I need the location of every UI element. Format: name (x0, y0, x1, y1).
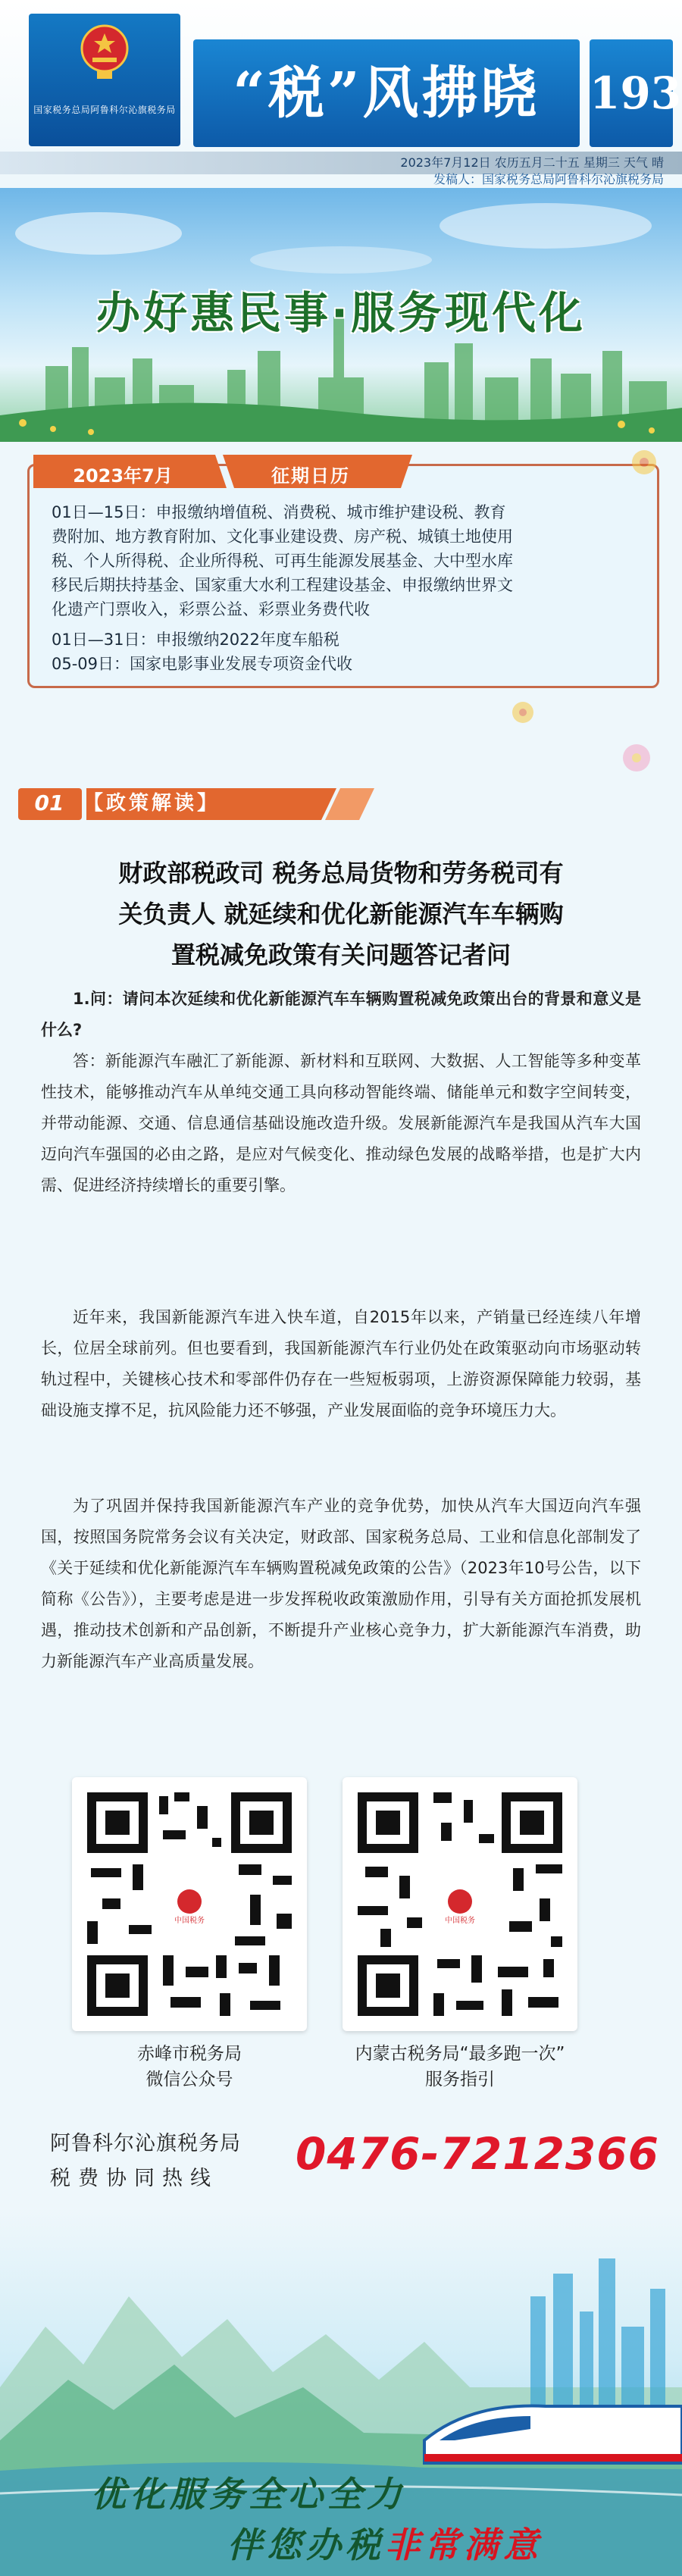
qr-caption-line: 赤峰市税务局 (137, 2044, 242, 2064)
issue-number: 193 (590, 39, 673, 147)
article-paragraph: 近年来，我国新能源汽车进入快车道，自2015年以来，产销量已经连续八年增长，位居全球前列。但也要看到，我国新能源汽车行业仍处在政策驱动向市场驱动转轨过程中，关键核心技术和零部件仍存在一些短板弱项，上游资源保障能力较弱，基础设施支撑不足，抗风险能力还不够强，产业发展面临的竞争环境压力大。 (41, 1308, 641, 1419)
calendar-line: 05-09日：国家电影事业发展专项资金代收 (52, 655, 353, 673)
footer-slogan-2-part-a: 伴您办税 (227, 2524, 385, 2565)
hotline-label: 税费协同热线 (50, 2167, 218, 2190)
qr-caption-right (335, 2041, 585, 2092)
issue-date: 2023年7月12日 农历五月二十五 星期三 天气 晴 (400, 155, 664, 170)
calendar-label: 征期日历 (271, 465, 350, 487)
footer-slogan-2-part-b: 非常满意 (385, 2524, 543, 2565)
article-title (38, 853, 644, 975)
qr-caption-left (64, 2041, 314, 2092)
hotline-org: 阿鲁科尔沁旗税务局 (50, 2132, 241, 2155)
banner-slogan: 办好惠民事·服务现代化 (95, 287, 587, 339)
seal-text: 中国税务 (445, 1917, 475, 1925)
china-tax-seal-icon (166, 1880, 213, 1927)
calendar-line: 01日—31日：申报缴纳2022年度车船税 (52, 631, 339, 649)
flower-decoration (493, 440, 674, 773)
article-paragraph: 答：新能源汽车融汇了新能源、新材料和互联网、大数据、人工智能等多种变革性技术，能够推动汽车从单纯交通工具向移动智能终端、储能单元和数字空间转变，并带动能源、交通、信息通信基础设施改造升级。发展新能源汽车是我国从汽车大国迈向汽车强国的必由之路，是应对气候变化、推动绿色发展的战略举措，也是扩大内需、促进经济持续增长的重要引擎。 (41, 1052, 641, 1194)
qr-caption-line: 服务指引 (425, 2070, 495, 2089)
logo-org-name: 国家税务总局阿鲁科尔沁旗税务局 (33, 105, 176, 115)
section-number: 01 (34, 790, 64, 815)
qr-caption-line: 内蒙古税务局“最多跑一次” (355, 2044, 565, 2064)
calendar-month: 2023年7月 (73, 465, 173, 487)
banner (0, 188, 682, 442)
publisher: 发稿人：国家税务总局阿鲁科尔沁旗税务局 (433, 172, 664, 186)
newsletter-title: “税”风拂晓 (193, 39, 580, 147)
calendar-line: 费附加、地方教育附加、文化事业建设费、房产税、城镇土地使用 (52, 527, 513, 546)
article-title-line: 置税减免政策有关问题答记者问 (170, 941, 511, 969)
calendar-line: 税、个人所得税、企业所得税、可再生能源发展基金、大中型水库 (52, 552, 513, 570)
calendar-line: 化遗产门票收入，彩票公益、彩票业务费代收 (52, 600, 370, 618)
article-title-line: 财政部税政司 税务总局货物和劳务税司有 (118, 859, 564, 887)
seal-text: 中国税务 (174, 1917, 205, 1925)
national-emblem-icon (80, 24, 129, 80)
calendar-line: 移民后期扶持基金、国家重大水利工程建设基金、申报缴纳世界文 (52, 576, 513, 594)
china-tax-seal-icon (436, 1880, 483, 1927)
qr-caption-line: 微信公众号 (145, 2070, 233, 2089)
footer-slogan-2 (227, 2518, 543, 2568)
article-paragraph: 为了巩固并保持我国新能源汽车产业的竞争优势，加快从汽车大国迈向汽车强国，按照国务院常务会议有关决定，财政部、国家税务总局、工业和信息化部制发了《关于延续和优化新能源汽车车辆购置税减免政策的公告》（2023年10号公告，以下简称《公告》），主要考虑是进一步发挥税收政策激励作用，引导有关方面抢抓发展机遇，推动技术创新和产品创新，不断提升产业核心竞争力，扩大新能源汽车消费，助力新能源汽车产业高质量发展。 (41, 1497, 641, 1670)
qr-card-right[interactable] (343, 1777, 577, 2031)
section-label: 【政策解读】 (83, 792, 221, 815)
qr-card-left[interactable] (72, 1777, 307, 2031)
tax-bureau-logo (29, 14, 180, 146)
article-question: 1.问：请问本次延续和优化新能源汽车车辆购置税减免政策出台的背景和意义是什么? (41, 990, 641, 1039)
calendar-line: 01日—15日：申报缴纳增值税、消费税、城市维护建设税、教育 (52, 503, 506, 521)
hotline-number[interactable]: 0476-7212366 (296, 2128, 659, 2180)
footer-slogan-1: 优化服务全心全力 (91, 2474, 406, 2515)
article-title-line: 关负责人 就延续和优化新能源汽车车辆购 (118, 900, 564, 928)
